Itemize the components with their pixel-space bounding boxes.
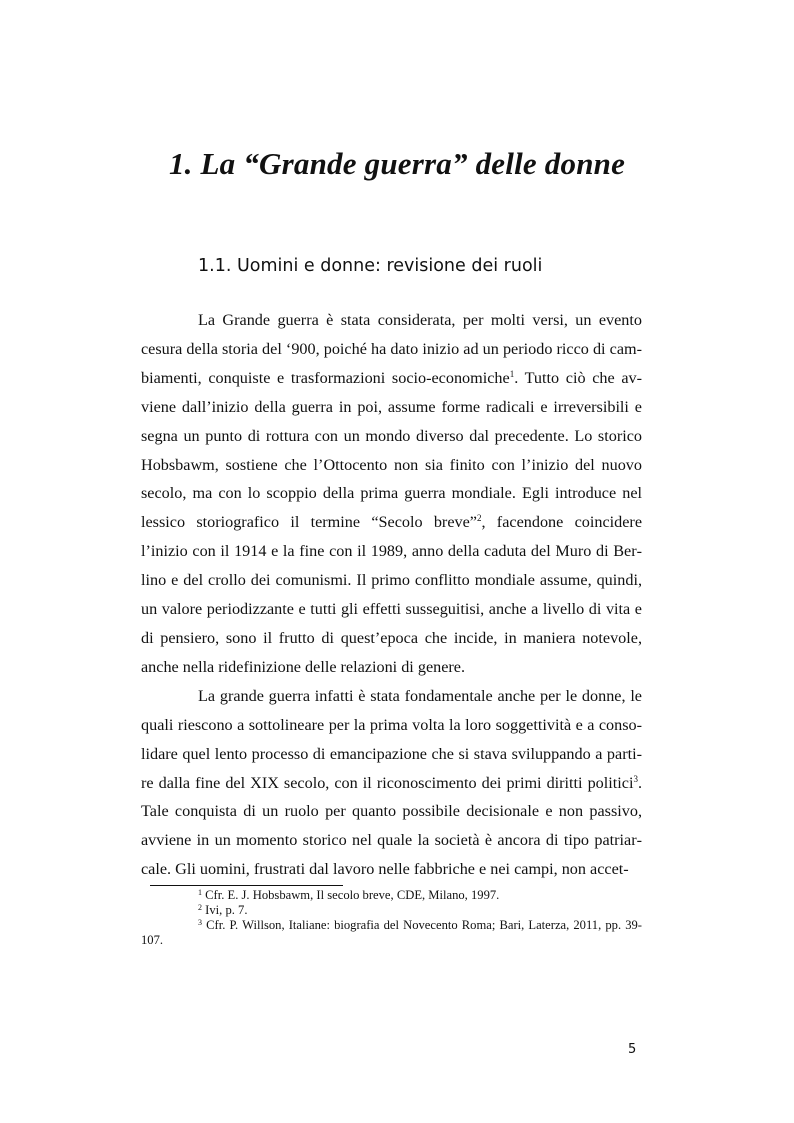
paragraph-2 xyxy=(141,682,642,884)
footnote-number: 2 xyxy=(198,903,202,912)
footnote-text: Cfr. E. J. Hobsbawm, Il secolo breve, CDE, Milano, 1997. xyxy=(205,888,500,902)
paragraph-1-text-1: La Grande guerra è stata considerata, per molti versi, un evento cesura della storia del ‘900, poiché ha dato inizio ad un periodo ricco di cambiamenti, conquiste e trasformazioni socio-economiche xyxy=(141,311,642,387)
body-text xyxy=(141,306,642,884)
footnote-separator xyxy=(150,885,343,886)
paragraph-1 xyxy=(141,306,642,682)
footnote-3 xyxy=(141,918,642,948)
page-number: 5 xyxy=(628,1042,637,1057)
section-title: 1.1. Uomini e donne: revisione dei ruoli xyxy=(198,256,543,276)
footnote-ref-1[interactable]: 1 xyxy=(509,368,515,379)
footnote-text: Ivi, p. 7. xyxy=(205,903,248,917)
footnote-1 xyxy=(141,888,642,903)
footnote-ref-3[interactable]: 3 xyxy=(633,773,638,784)
footnote-number: 1 xyxy=(198,888,202,897)
paragraph-2-text-2: . Tale conquista di un ruolo per quanto possibile decisionale e non passivo, avviene in un momento storico nel quale la società è ancora di tipo patriarcale. Gli uomini, frustrati dal lavoro nelle fabbriche e nei campi, non accet- xyxy=(141,773,642,879)
paragraph-1-text-2: . Tutto ciò che avviene dall’inizio della guerra in poi, assume forme radicali e irreversibili e segna un punto di rottura con un mondo diverso dal precedente. Lo storico Hobsbawm, sostiene che l’Ottocento non sia finito con l’inizio del nuovo secolo, ma con lo scoppio della prima guerra mondiale. Egli introduce nel lessico storiografico il termine “Secolo breve” xyxy=(141,368,642,532)
footnote-2 xyxy=(141,903,642,918)
paragraph-2-text-1: La grande guerra infatti è stata fondamentale anche per le donne, le quali riescono a sottolineare per la prima volta la loro soggettività e a consolidare quel lento processo di emancipazione che si stava sviluppando a partire dalla fine del XIX secolo, con il riconoscimento dei primi diritti politici xyxy=(141,686,642,792)
chapter-title: 1. La “Grande guerra” delle donne xyxy=(168,146,626,181)
footnote-ref-2[interactable]: 2 xyxy=(476,513,482,524)
footnote-text: Cfr. P. Willson, Italiane: biografia del Novecento Roma; Bari, Laterza, 2011, pp. 39-107. xyxy=(141,918,642,947)
footnote-number: 3 xyxy=(198,918,202,927)
paragraph-1-text-3: , facendone coincidere l’inizio con il 1914 e la fine con il 1989, anno della caduta del Muro di Berlino e del crollo dei comunismi. Il primo conflitto mondiale assume, quindi, un valore periodizzante e tutti gli effetti susseguitisi, anche a livello di vita e di pensiero, sono il frutto di quest’epoca che incide, in maniera notevole, anche nella ridefinizione delle relazioni di genere. xyxy=(141,513,642,676)
footnotes xyxy=(141,888,642,948)
